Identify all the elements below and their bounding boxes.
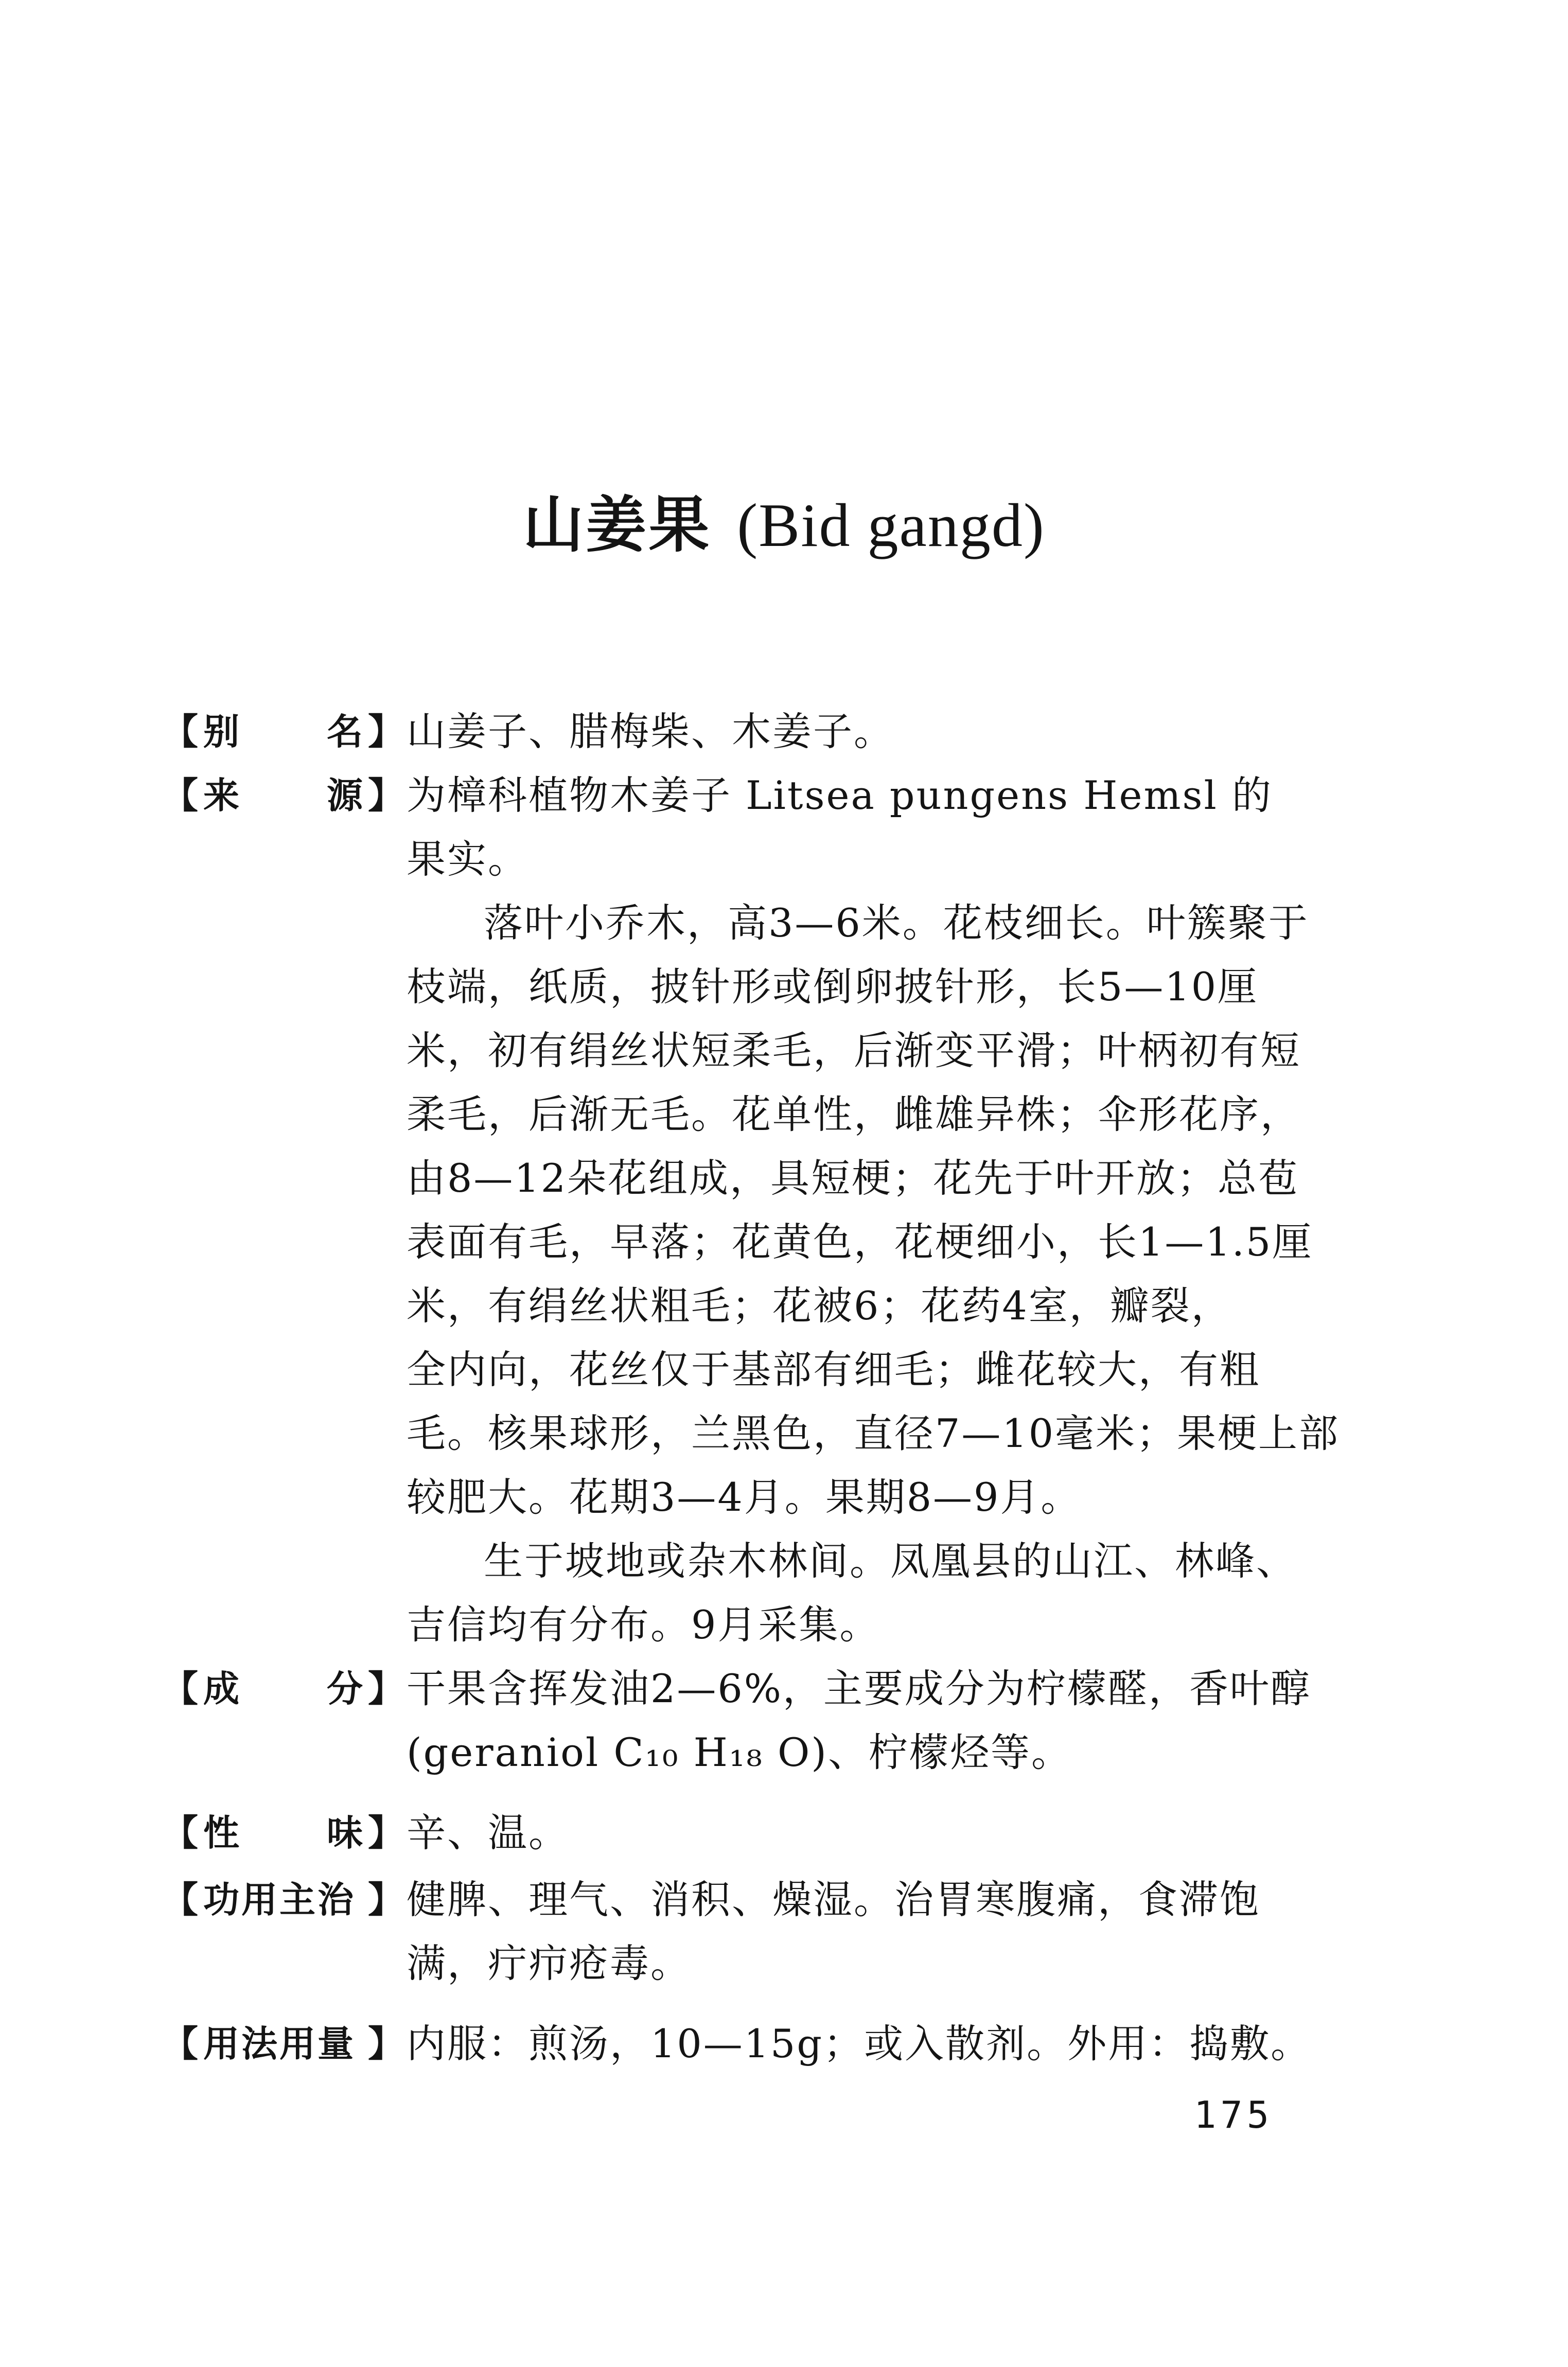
text-line: 米，有绢丝状粗毛；花被6；花药4室，瓣裂，: [407, 1283, 1232, 1329]
text-line: 吉信均有分布。9月采集。: [407, 1602, 880, 1648]
content-composition: [407, 1657, 1374, 1785]
text-line: 山姜子、腊梅柴、木姜子。: [407, 709, 894, 754]
content-usage: [407, 2012, 1374, 2076]
content-source: [407, 764, 1374, 1657]
text-line: 毛。核果球形，兰黑色，直径7—10毫米；果梗上部: [407, 1410, 1340, 1456]
content-alias: [407, 700, 1374, 764]
text-line: 表面有毛，早落；花黄色，花梗细小，长1—1.5厘: [407, 1219, 1313, 1265]
text-line: 满，疔疖疮毒。: [407, 1940, 691, 1986]
text-line: 为樟科植物木姜子 Litsea pungens Hemsl 的: [407, 772, 1273, 818]
title-chinese: 山姜果: [523, 489, 712, 560]
text-line: 柔毛，后渐无毛。花单性，雌雄异株；伞形花序，: [407, 1091, 1301, 1137]
text-line: 由8—12朵花组成，具短梗；花先于叶开放；总苞: [407, 1155, 1299, 1201]
text-line: 较肥大。花期3—4月。果期8—9月。: [407, 1474, 1082, 1520]
text-line: 果实。: [407, 836, 528, 882]
page-number: 175: [1194, 2093, 1274, 2136]
text-line: 全内向，花丝仅于基部有细毛；雌花较大，有粗: [407, 1347, 1260, 1392]
text-line: 生于坡地或杂木林间。凤凰县的山江、林峰、: [484, 1538, 1297, 1584]
title-romanized: (Bid gangd): [737, 491, 1045, 559]
text-line: (geraniol C₁₀ H₁₈ O)、柠檬烃等。: [407, 1729, 1072, 1775]
text-line: 健脾、理气、消积、燥湿。治胃寒腹痛，食滞饱: [407, 1877, 1260, 1922]
text-line: 辛、温。: [407, 1810, 569, 1856]
text-line: 落叶小乔木，高3—6米。花枝细长。叶簇聚于: [484, 900, 1309, 946]
text-line: 米，初有绢丝状短柔毛，后渐变平滑；叶柄初有短: [407, 1028, 1301, 1073]
page-title: [0, 484, 1568, 567]
text-line: 内服：煎汤，10—15g；或入散剂。外用：捣敷。: [407, 2021, 1312, 2066]
text-line: 枝端，纸质，披针形或倒卵披针形，长5—10厘: [407, 964, 1259, 1010]
content-function: [407, 1868, 1374, 1995]
text-line: 干果含挥发油2—6%，主要成分为柠檬醛，香叶醇: [407, 1666, 1311, 1711]
content-nature: [407, 1801, 1374, 1865]
